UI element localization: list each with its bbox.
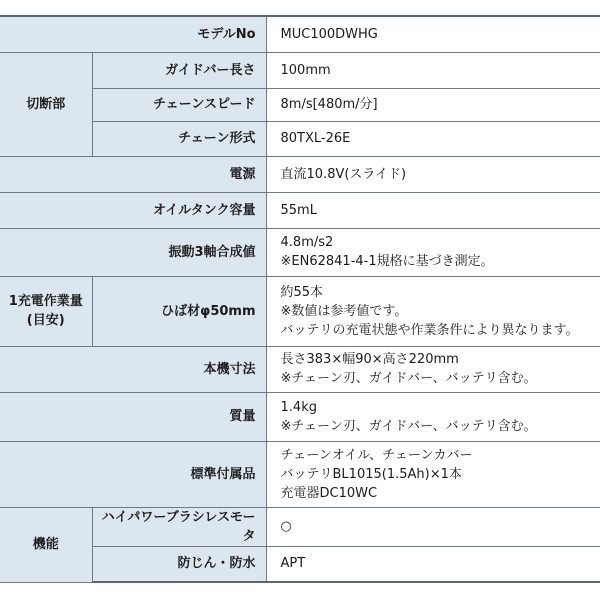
row-power bbox=[0, 156, 600, 192]
mass-note: ※チェーン刃、ガイドバー、バッテリ含む。 bbox=[280, 418, 537, 434]
label-model: モデルNo bbox=[0, 16, 266, 52]
label-accessories: 標準付属品 bbox=[0, 441, 266, 507]
row-mass bbox=[0, 392, 600, 441]
spec-table bbox=[0, 15, 600, 583]
category-work-line2: (目安) bbox=[26, 313, 65, 328]
label-work: ひば材φ50mm bbox=[92, 276, 266, 346]
row-vibration bbox=[0, 228, 600, 276]
row-accessories bbox=[0, 441, 600, 507]
label-chain-type: チェーン形式 bbox=[92, 121, 266, 156]
value-power: 直流10.8V(スライド) bbox=[266, 156, 600, 192]
value-oil-tank: 55mL bbox=[266, 192, 600, 228]
value-chain-speed: 8m/s[480m/分] bbox=[266, 88, 600, 121]
accessories-line: 充電器DC10WC bbox=[280, 485, 378, 501]
value-dimensions bbox=[266, 346, 600, 392]
work-note: バッテリの充電状態や作業条件により異なります。 bbox=[280, 322, 579, 338]
label-dust-water: 防じん・防水 bbox=[92, 546, 266, 582]
mass-line: 1.4kg bbox=[280, 399, 317, 415]
category-cutting: 切断部 bbox=[0, 52, 92, 156]
label-vibration: 振動3軸合成値 bbox=[0, 228, 266, 276]
category-work bbox=[0, 276, 92, 346]
label-brushless: ハイパワーブラシレスモータ bbox=[92, 507, 266, 546]
row-work bbox=[0, 276, 600, 346]
vibration-note: ※EN62841-4-1規格に基づき測定。 bbox=[280, 254, 494, 269]
label-mass: 質量 bbox=[0, 392, 266, 441]
category-work-line1: 1充電作業量 bbox=[8, 294, 83, 309]
value-dust-water: APT bbox=[266, 546, 600, 582]
value-model: MUC100DWHG bbox=[266, 16, 600, 52]
value-chain-type: 80TXL-26E bbox=[266, 121, 600, 156]
label-chain-speed: チェーンスピード bbox=[92, 88, 266, 121]
accessories-line: チェーンオイル、チェーンカバー bbox=[280, 447, 473, 463]
label-dimensions: 本機寸法 bbox=[0, 346, 266, 392]
value-brushless: ○ bbox=[266, 507, 600, 546]
row-oil-tank bbox=[0, 192, 600, 228]
work-line: 約55本 bbox=[280, 284, 324, 300]
label-oil-tank: オイルタンク容量 bbox=[0, 192, 266, 228]
label-bar-length: ガイドバー長さ bbox=[92, 52, 266, 88]
value-bar-length: 100mm bbox=[266, 52, 600, 88]
value-mass bbox=[266, 392, 600, 441]
category-features: 機能 bbox=[0, 507, 92, 582]
accessories-line: バッテリBL1015(1.5Ah)×1本 bbox=[280, 466, 462, 482]
value-accessories bbox=[266, 441, 600, 507]
work-note: ※数値は参考値です。 bbox=[280, 303, 408, 319]
vibration-line: 4.8m/s2 bbox=[280, 235, 334, 250]
row-model bbox=[0, 16, 600, 52]
row-bar-length bbox=[0, 52, 600, 88]
row-brushless bbox=[0, 507, 600, 546]
value-work bbox=[266, 276, 600, 346]
value-vibration bbox=[266, 228, 600, 276]
dimensions-note: ※チェーン刃、ガイドバー、バッテリ含む。 bbox=[280, 371, 537, 386]
dimensions-line: 長さ383×幅90×高さ220mm bbox=[280, 352, 459, 367]
label-power: 電源 bbox=[0, 156, 266, 192]
row-dimensions bbox=[0, 346, 600, 392]
